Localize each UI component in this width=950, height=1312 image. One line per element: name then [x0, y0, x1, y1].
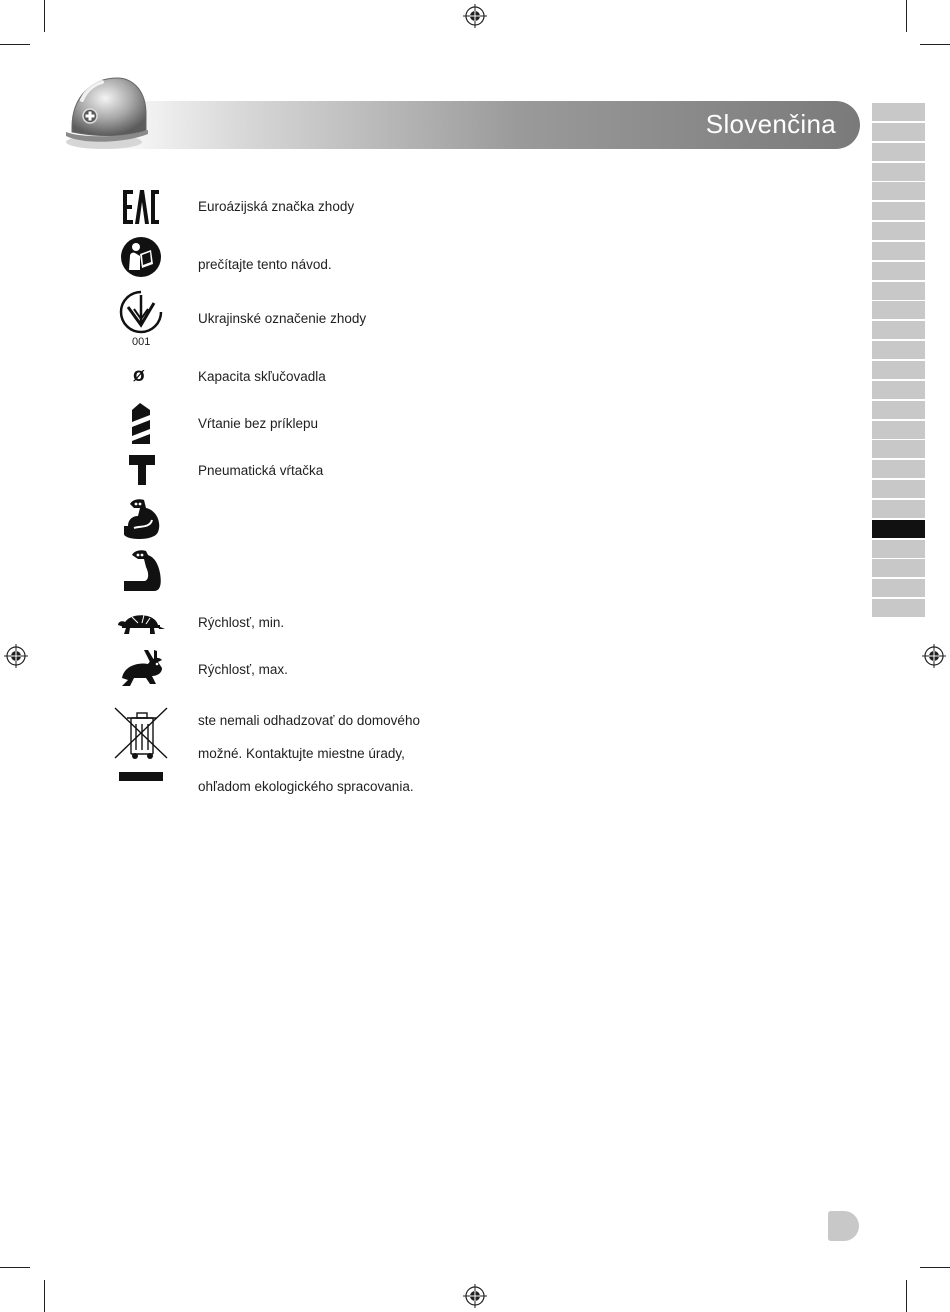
language-tab	[872, 123, 925, 141]
language-tab	[872, 182, 925, 200]
language-tab	[872, 579, 925, 597]
diameter-icon: ø	[133, 365, 145, 386]
language-tab	[872, 222, 925, 240]
rabbit-icon	[118, 648, 164, 688]
crop-mark	[44, 1280, 45, 1312]
language-tabs	[872, 103, 925, 619]
language-tab	[872, 321, 925, 339]
registration-mark-icon	[4, 644, 28, 668]
language-tab-active	[872, 520, 925, 538]
language-tab	[872, 401, 925, 419]
weee-text-line-1: ste nemali odhadzovať do domového	[198, 713, 420, 728]
symbol-text-speed-min: Rýchlosť, min.	[198, 615, 285, 630]
language-tab	[872, 262, 925, 280]
arm-weak-icon	[120, 549, 162, 595]
language-tab	[872, 163, 925, 181]
weee-text-line-3: ohľadom ekologického spracovania.	[198, 779, 414, 794]
registration-mark-icon	[463, 1284, 487, 1308]
symbol-text-ukraine: Ukrajinské označenie zhody	[198, 311, 367, 326]
weee-text-line-2: možné. Kontaktujte miestne úrady,	[198, 746, 405, 761]
language-tab	[872, 540, 925, 558]
language-tab	[872, 282, 925, 300]
symbol-text-chuck: Kapacita skľučovadla	[198, 369, 326, 384]
registration-mark-icon	[922, 644, 946, 668]
symbol-text-speed-max: Rýchlosť, max.	[198, 662, 288, 677]
eac-mark-icon	[122, 188, 160, 226]
hammer-icon	[128, 454, 156, 486]
crossed-bin-icon	[113, 706, 169, 784]
language-tab	[872, 361, 925, 379]
registration-mark-icon	[463, 4, 487, 28]
symbol-text-eac: Euroázijská značka zhody	[198, 199, 355, 214]
language-tab	[872, 301, 925, 319]
language-tab	[872, 341, 925, 359]
drill-bit-icon	[130, 402, 152, 446]
language-tab	[872, 480, 925, 498]
language-tab	[872, 421, 925, 439]
language-tab	[872, 242, 925, 260]
language-tab	[872, 103, 925, 121]
crop-mark	[44, 0, 45, 32]
ukraine-conformity-icon	[118, 289, 164, 335]
language-tab	[872, 500, 925, 518]
read-manual-icon	[120, 236, 162, 278]
safety-helmet-icon	[62, 72, 152, 152]
language-title: Slovenčina	[705, 109, 836, 139]
crop-mark	[906, 1280, 907, 1312]
symbol-text-drilling: Vŕtanie bez príklepu	[198, 416, 319, 431]
language-tab	[872, 202, 925, 220]
language-tab	[872, 460, 925, 478]
symbol-text-hammer-drill: Pneumatická vŕtačka	[198, 463, 324, 478]
crop-mark	[0, 1267, 30, 1268]
page-number-badge	[828, 1211, 859, 1241]
header-banner	[100, 101, 860, 149]
arm-strong-icon	[120, 496, 162, 542]
crop-mark	[920, 44, 950, 45]
language-tab	[872, 440, 925, 458]
language-tab	[872, 599, 925, 617]
language-tab	[872, 143, 925, 161]
language-tab	[872, 559, 925, 577]
crop-mark	[920, 1267, 950, 1268]
language-tab	[872, 381, 925, 399]
crop-mark	[0, 44, 30, 45]
ukraine-mark-caption: 001	[132, 336, 151, 348]
crop-mark	[906, 0, 907, 32]
symbol-text-read-manual: prečítajte tento návod.	[198, 257, 332, 272]
turtle-icon	[116, 607, 166, 637]
